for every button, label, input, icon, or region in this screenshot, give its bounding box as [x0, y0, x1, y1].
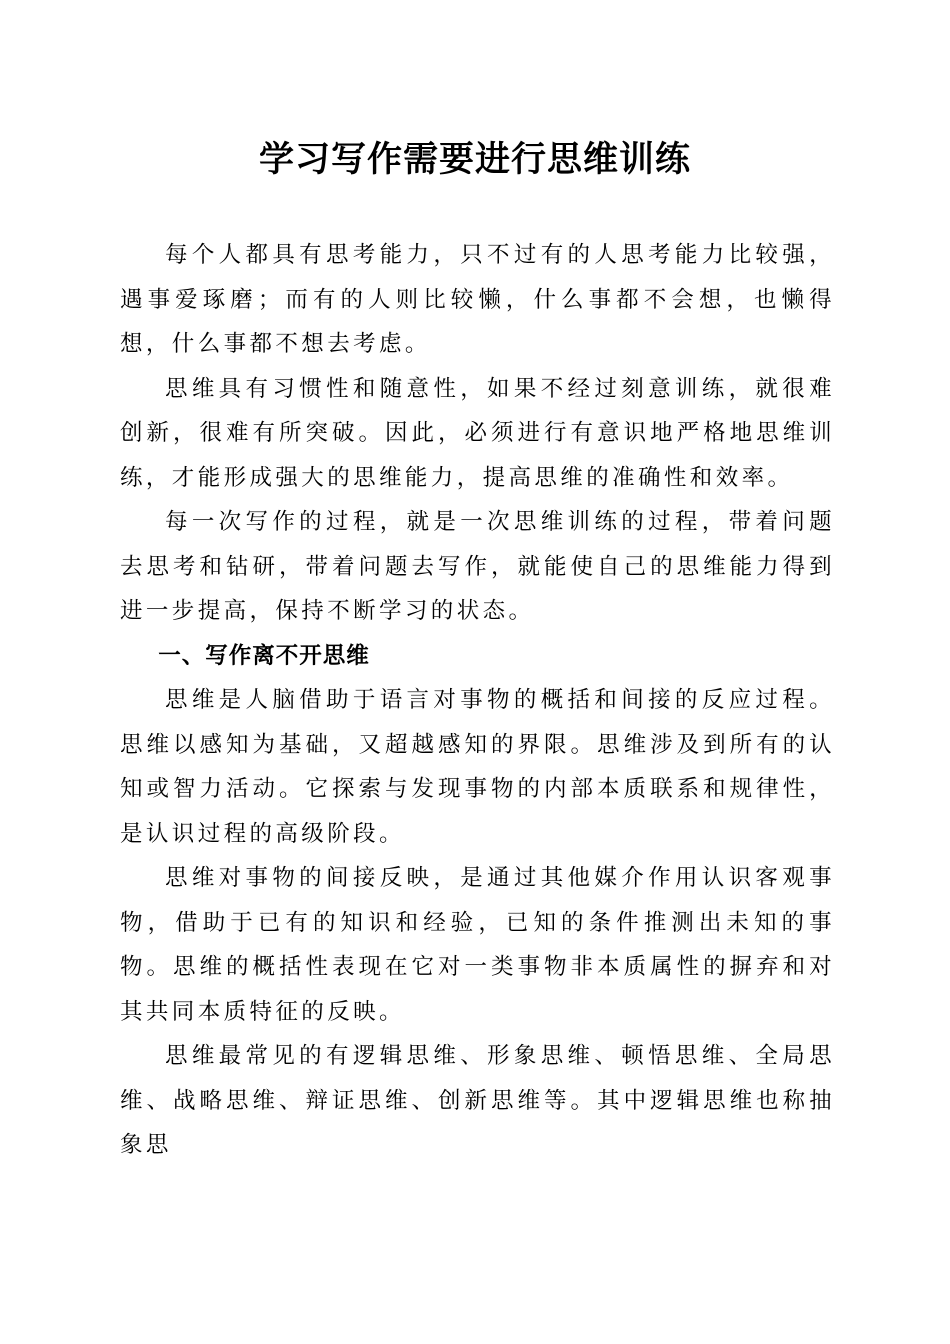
paragraph: 思维最常见的有逻辑思维、形象思维、顿悟思维、全局思维、战略思维、辩证思维、创新思维等。其中逻辑思维也称抽象思 — [120, 1043, 835, 1158]
paragraph: 思维对事物的间接反映，是通过其他媒介作用认识客观事物，借助于已有的知识和经验，已知的条件推测出未知的事物。思维的概括性表现在它对一类事物非本质属性的摒弃和对其共同本质特征的反映。 — [120, 865, 835, 1025]
document-title: 学习写作需要进行思维训练 — [258, 139, 691, 180]
paragraph: 每个人都具有思考能力，只不过有的人思考能力比较强，遇事爱琢磨；而有的人则比较懒，什么事都不会想，也懒得想，什么事都不想去考虑。 — [120, 242, 835, 357]
paragraph: 思维具有习惯性和随意性，如果不经过刻意训练，就很难创新，很难有所突破。因此，必须进行有意识地严格地思维训练，才能形成强大的思维能力，提高思维的准确性和效率。 — [120, 375, 835, 491]
document-body — [120, 233, 835, 1168]
paragraph: 每一次写作的过程，就是一次思维训练的过程，带着问题去思考和钻研，带着问题去写作，就能使自己的思维能力得到进一步提高，保持不断学习的状态。 — [120, 509, 835, 624]
section-heading: 一、写作离不开思维 — [158, 642, 370, 669]
paragraph: 思维是人脑借助于语言对事物的概括和间接的反应过程。思维以感知为基础，又超越感知的界限。思维涉及到所有的认知或智力活动。它探索与发现事物的内部本质联系和规律性，是认识过程的高级阶段。 — [120, 687, 835, 847]
